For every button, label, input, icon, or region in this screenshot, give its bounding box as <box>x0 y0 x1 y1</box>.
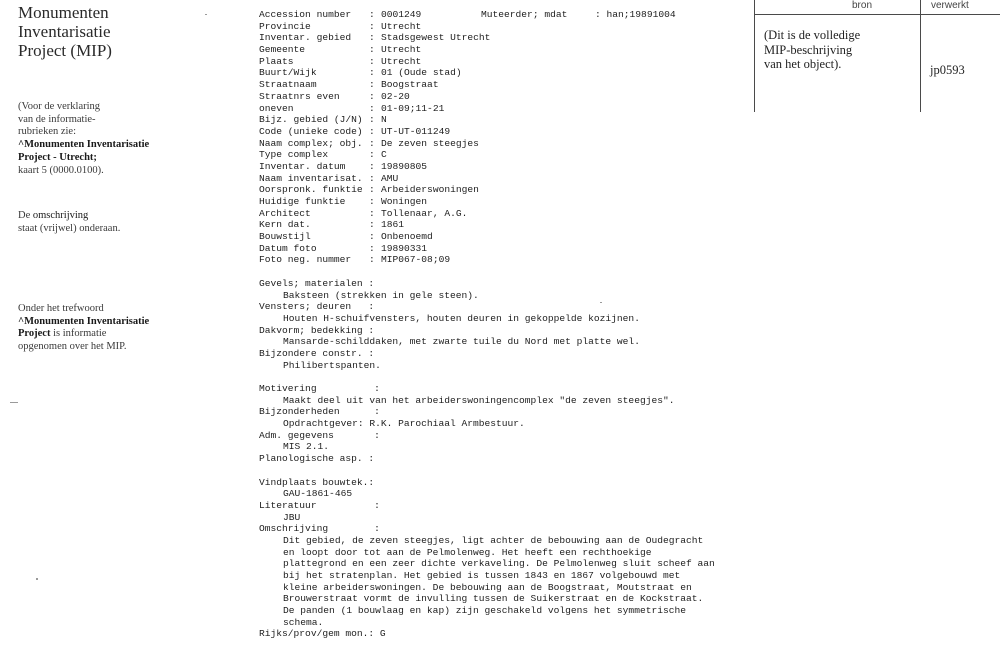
field-separator: : <box>369 207 375 219</box>
field-separator: : <box>369 44 375 56</box>
scan-speck <box>36 578 38 580</box>
column-header-bron: bron <box>852 0 873 11</box>
title-line: Project (MIP) <box>18 41 112 60</box>
record-field-row <box>259 44 715 56</box>
scan-speck <box>600 302 602 303</box>
note-line: kaart 5 (0000.0100). <box>18 164 104 176</box>
description-note <box>18 210 218 235</box>
title-line: Inventarisatie <box>18 22 111 41</box>
field-value: 19890331 <box>381 242 428 254</box>
field-value: Woningen <box>381 196 428 207</box>
record-field-row <box>259 114 715 126</box>
field-label: Adm. gegevens : <box>259 429 380 441</box>
field-value: Stadsgewest Utrecht <box>381 32 491 44</box>
record-field-row <box>259 173 715 185</box>
description-line: De panden (1 bouwlaag en kap) zijn geschakeld volgens het symmetrische <box>283 605 687 617</box>
field-key: Bijz. gebied (J/N) <box>259 114 363 126</box>
field-value: Onbenoemd <box>381 231 433 243</box>
field-separator: : <box>369 149 375 161</box>
field-separator: : <box>369 55 375 67</box>
field-value: Opdrachtgever: R.K. Parochiaal Armbestuur. <box>283 418 525 430</box>
source-cell <box>764 28 914 72</box>
field-key: Plaats <box>259 55 294 67</box>
note-text: De <box>18 210 33 221</box>
note-line: rubrieken zie: <box>18 126 77 138</box>
scan-speck <box>10 402 18 403</box>
field-separator: : <box>369 196 375 207</box>
field-key: oneven <box>259 102 294 114</box>
field-key: Accession number <box>259 9 352 20</box>
field-label: Gevels; materialen : <box>259 277 375 289</box>
record-field-row <box>259 67 715 79</box>
source-table <box>754 0 1000 112</box>
field-value: AMU <box>381 172 399 184</box>
field-value: Boogstraat <box>381 79 439 91</box>
field-key: Kern dat. <box>259 219 311 231</box>
field-separator: : <box>369 254 375 266</box>
description-line: bij het stratenplan. Het gebied is tussen 1843 en 1867 volgebouwd met <box>283 570 681 581</box>
field-label: Dakvorm; bedekking : <box>259 324 375 336</box>
processed-code: jp0593 <box>930 63 965 77</box>
field-label: Literatuur : <box>259 499 380 511</box>
field-key: Foto neg. nummer <box>259 254 352 266</box>
field-value: 0001249 <box>381 9 422 20</box>
field-key: Inventar. datum <box>259 160 346 172</box>
field-key: Straatnrs even <box>259 90 340 102</box>
field-value: 19890805 <box>381 160 428 172</box>
field-key: Code (unieke code) <box>259 125 363 137</box>
source-line: van het object). <box>764 57 842 71</box>
note-line: Onder het trefwoord <box>18 303 104 314</box>
field-value: 01-09;11-21 <box>381 102 445 114</box>
field-value: GAU-1861-465 <box>283 488 353 500</box>
note-reference: Project <box>18 328 51 340</box>
record-field-row <box>259 32 715 44</box>
field-value: Maakt deel uit van het arbeiderswoningencomplex "de zeven steegjes". <box>283 394 675 406</box>
field-separator: : <box>369 160 375 172</box>
field-label: Bijzonderheden : <box>259 406 380 418</box>
field-value: Tollenaar, A.G. <box>381 207 468 219</box>
field-label: Planologische asp. : <box>259 453 375 465</box>
title-line: Monumenten <box>18 3 109 22</box>
field-separator: : <box>369 20 375 32</box>
field-key: Bouwstijl <box>259 231 311 243</box>
field-separator: : <box>369 219 375 231</box>
record-field-row <box>259 254 715 266</box>
note-line: (Voor de verklaring <box>18 101 101 112</box>
field-separator: : <box>369 9 375 20</box>
mip-record <box>259 9 715 640</box>
note-text: is informatie <box>50 328 107 340</box>
field-separator: : <box>369 125 375 137</box>
note-line: opgenomen over het MIP. <box>18 341 127 353</box>
source-line: MIP-beschrijving <box>764 42 853 57</box>
field-key: Muteerder; mdat <box>481 9 568 20</box>
record-field-row <box>259 79 715 91</box>
explanation-note <box>18 101 218 177</box>
record-field-row <box>259 9 715 21</box>
table-divider <box>754 0 755 112</box>
field-value: Utrecht <box>381 55 422 67</box>
note-reference: ^Monumenten Inventarisatie <box>18 139 150 151</box>
field-separator: : <box>369 231 375 243</box>
record-field-row <box>259 196 715 208</box>
field-key: Inventar. gebied <box>259 32 352 44</box>
field-value: 1861 <box>381 219 405 231</box>
record-field-row <box>259 243 715 255</box>
table-divider <box>920 0 921 112</box>
description-line: en loopt door tot aan de Pelmolenweg. Het heeft een rechthoekige <box>283 546 652 558</box>
record-field-row <box>259 91 715 103</box>
field-separator: : <box>369 79 375 91</box>
field-separator: : <box>369 102 375 114</box>
table-divider <box>754 14 1000 15</box>
field-value: JBU <box>283 511 301 523</box>
field-separator: : <box>369 67 375 79</box>
field-value: Utrecht <box>381 44 422 56</box>
field-separator: : <box>369 242 375 254</box>
record-field-row <box>259 219 715 231</box>
field-key: Provincie <box>259 20 311 32</box>
field-value: Baksteen (strekken in gele steen). <box>283 289 479 301</box>
field-value: : han;19891004 <box>595 9 676 20</box>
record-field-row <box>259 184 715 196</box>
field-label: Vensters; deuren : <box>259 301 375 313</box>
field-separator: : <box>369 114 375 126</box>
field-key: Buurt/Wijk <box>259 67 317 79</box>
field-label: Vindplaats bouwtek.: <box>259 476 375 488</box>
record-fields <box>259 9 715 266</box>
field-value: Arbeiderswoningen <box>381 184 479 196</box>
field-value: C <box>381 149 387 161</box>
note-reference: ^Monumenten Inventarisatie <box>18 315 150 327</box>
field-key: Naam inventarisat. <box>259 172 363 184</box>
record-field-row <box>259 149 715 161</box>
description-line: schema. <box>283 616 324 628</box>
field-separator: : <box>369 90 375 102</box>
keyword-note <box>18 303 218 354</box>
record-field-row <box>259 126 715 138</box>
record-field-row <box>259 103 715 115</box>
field-label: Rijks/prov/gem mon.: G <box>259 628 386 640</box>
field-label: Motivering : <box>259 383 380 394</box>
note-keyword: omschrijving <box>32 210 89 221</box>
note-line: staat (vrijwel) onderaan. <box>18 222 121 234</box>
source-line: (Dit is de volledige <box>764 28 861 42</box>
field-separator: : <box>369 172 375 184</box>
field-value: MIP067-08;09 <box>381 254 451 266</box>
record-field-row <box>259 161 715 173</box>
record-field-row <box>259 231 715 243</box>
field-value: De zeven steegjes <box>381 137 479 149</box>
field-separator: : <box>369 137 375 149</box>
field-separator: : <box>369 32 375 44</box>
record-field-row <box>259 138 715 150</box>
field-key: Huidige funktie <box>259 196 346 207</box>
record-field-row <box>259 56 715 68</box>
description-text <box>259 535 715 629</box>
field-value: Utrecht <box>381 20 422 32</box>
field-key: Straatnaam <box>259 79 317 91</box>
note-reference: Project - Utrecht; <box>18 151 97 163</box>
note-line: van de informatie- <box>18 113 96 125</box>
description-line: kleine arbeiderswoningen. De bebouwing aan de Boogstraat, Moutstraat en <box>283 581 692 593</box>
field-value: MIS 2.1. <box>283 441 330 453</box>
field-value: 02-20 <box>381 90 410 102</box>
field-value: Houten H-schuifvensters, houten deuren in gekoppelde kozijnen. <box>283 312 640 324</box>
field-value: UT-UT-011249 <box>381 125 451 137</box>
field-key: Oorspronk. funktie <box>259 184 363 196</box>
description-line: plattegrond en een zeer dichte verkaveling. De Pelmolenweg sluit scheef aan <box>283 558 715 570</box>
field-value: N <box>381 114 387 126</box>
field-key: Naam complex; obj. <box>259 137 363 149</box>
field-key: Datum foto <box>259 242 317 254</box>
field-value: 01 (Oude stad) <box>381 67 462 79</box>
description-line: Dit gebied, de zeven steegjes, ligt achter de bebouwing aan de Oudegracht <box>283 534 704 546</box>
field-label: Omschrijving : <box>259 523 380 535</box>
field-key: Architect <box>259 207 311 219</box>
document-title <box>18 3 188 60</box>
field-value: Philibertspanten. <box>283 359 381 371</box>
record-field-row <box>259 21 715 33</box>
scan-speck <box>205 14 207 15</box>
field-value: Mansarde-schilddaken, met zwarte tuile du Nord met platte wel. <box>283 336 640 348</box>
column-header-verwerkt: verwerkt <box>931 0 969 11</box>
record-field-row <box>259 208 715 220</box>
field-key: Gemeente <box>259 44 306 56</box>
field-separator: : <box>369 184 375 196</box>
field-key: Type complex <box>259 149 329 161</box>
description-line: Brouwerstraat vormt de invulling tussen de Suikerstraat en de Kockstraat. <box>283 593 704 605</box>
field-label: Bijzondere constr. : <box>259 347 375 359</box>
